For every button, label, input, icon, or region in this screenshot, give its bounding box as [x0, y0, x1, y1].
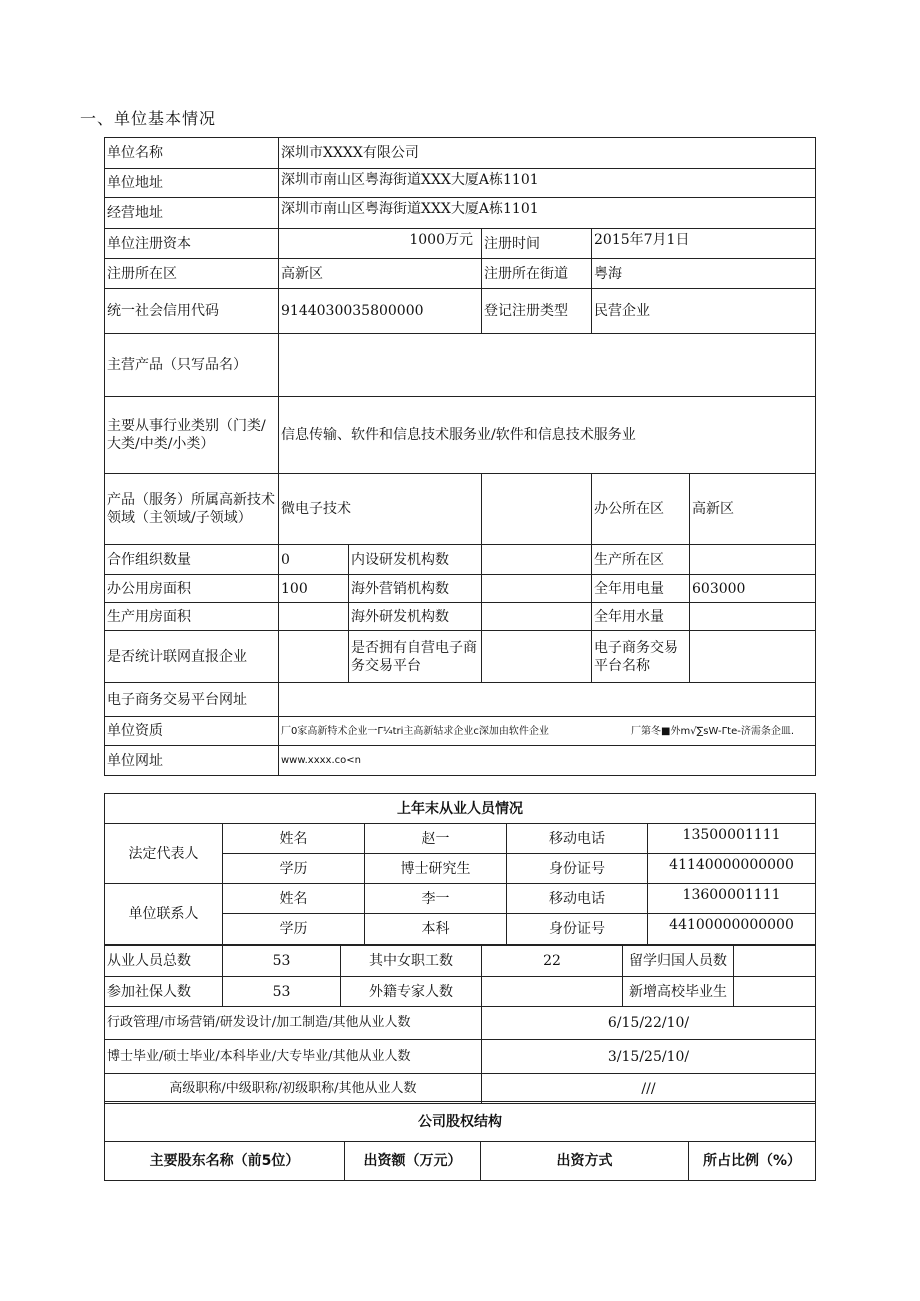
- qualification-right: 厂第冬■外m√∑sW-Γte-济需条企皿.: [631, 726, 795, 737]
- business-address-value: 深圳市南山区粤海街道XXX大厦A栋1101: [279, 198, 816, 229]
- label-inhouse-rd: 内设研发机构数: [349, 545, 482, 575]
- label-coop-org: 合作组织数量: [105, 545, 279, 575]
- credit-code-value: 9144030035800000: [279, 289, 482, 334]
- dept-breakdown-value: 6/15/22/10/: [482, 1007, 816, 1040]
- contact-phone-label: 移动电话: [507, 884, 648, 914]
- office-district-value: 高新区: [690, 474, 816, 545]
- new-graduates-value: [734, 977, 816, 1007]
- label-overseas-sales: 海外营销机构数: [349, 575, 482, 603]
- legal-id-label: 身份证号: [507, 854, 648, 884]
- office-area-value: 100: [279, 575, 349, 603]
- tech-field-extra: [482, 474, 592, 545]
- label-office-district: 办公所在区: [592, 474, 690, 545]
- label-ecommerce-url: 电子商务交易平台网址: [105, 683, 279, 717]
- label-annual-water: 全年用水量: [592, 603, 690, 631]
- label-annual-power: 全年用电量: [592, 575, 690, 603]
- qualification-left: 厂0家高新特术企业一Γ¼tri主高新轱求企业c深加由软件企业: [281, 726, 549, 737]
- label-total-staff: 从业人员总数: [105, 946, 223, 977]
- label-foreign-experts: 外籍专家人数: [341, 977, 482, 1007]
- ecommerce-name-value: [690, 631, 816, 683]
- degree-breakdown-value: 3/15/25/10/: [482, 1040, 816, 1074]
- label-returnee: 留学归国人员数: [623, 946, 734, 977]
- label-degree-breakdown: 博士毕业/硕士毕业/本科毕业/大专毕业/其他从业人数: [105, 1040, 482, 1074]
- contact-phone-value: 13600001111: [648, 884, 816, 914]
- label-industry: 主要从事行业类别（门类/大类/中类/小类）: [105, 397, 279, 474]
- page-heading: 一、单位基本情况: [80, 109, 217, 128]
- production-district-value: [690, 545, 816, 575]
- ecommerce-own-value: [482, 631, 592, 683]
- registered-district-value: 高新区: [279, 259, 482, 289]
- equity-col-name: 主要股东名称（前5位）: [105, 1142, 345, 1181]
- label-dept-breakdown: 行政管理/市场营销/研发设计/加工制造/其他从业人数: [105, 1007, 482, 1040]
- label-ecommerce-name: 电子商务交易平台名称: [592, 631, 690, 683]
- coop-org-value: 0: [279, 545, 349, 575]
- label-registered-capital: 单位注册资本: [105, 229, 279, 259]
- label-tech-field: 产品（服务）所属高新技术领域（主领域/子领域）: [105, 474, 279, 545]
- label-legal-rep: 法定代表人: [105, 824, 223, 884]
- contact-id-value: 44100000000000: [648, 914, 816, 945]
- contact-edu-label: 学历: [223, 914, 365, 945]
- contact-name-label: 姓名: [223, 884, 365, 914]
- staff-table: [104, 793, 816, 945]
- label-insured: 参加社保人数: [105, 977, 223, 1007]
- equity-col-amount: 出资额（万元）: [345, 1142, 481, 1181]
- label-overseas-rd: 海外研发机构数: [349, 603, 482, 631]
- label-main-product: 主营产品（只写品名）: [105, 334, 279, 397]
- legal-edu-value: 博士研究生: [365, 854, 507, 884]
- legal-phone-label: 移动电话: [507, 824, 648, 854]
- equity-col-method: 出资方式: [481, 1142, 689, 1181]
- label-title-rank: 高级职称/中级职称/初级职称/其他从业人数: [105, 1074, 482, 1104]
- industry-value: 信息传输、软件和信息技术服务业/软件和信息技术服务业: [279, 397, 816, 474]
- label-unit-address: 单位地址: [105, 169, 279, 198]
- stat-online-value: [279, 631, 349, 683]
- legal-edu-label: 学历: [223, 854, 365, 884]
- contact-name-value: 李一: [365, 884, 507, 914]
- label-registration-time: 注册时间: [482, 229, 592, 259]
- contact-id-label: 身份证号: [507, 914, 648, 945]
- label-contact: 单位联系人: [105, 884, 223, 945]
- inhouse-rd-value: [482, 545, 592, 575]
- registration-type-value: 民营企业: [592, 289, 816, 334]
- label-registered-district: 注册所在区: [105, 259, 279, 289]
- label-business-address: 经营地址: [105, 198, 279, 229]
- main-product-value: [279, 334, 816, 397]
- label-registered-street: 注册所在街道: [482, 259, 592, 289]
- label-ecommerce-own: 是否拥有自营电子商务交易平台: [349, 631, 482, 683]
- label-website: 单位网址: [105, 746, 279, 776]
- tech-field-value: 微电子技术: [279, 474, 482, 545]
- contact-edu-value: 本科: [365, 914, 507, 945]
- unit-basic-table: [104, 137, 816, 776]
- unit-name-value: 深圳市XXXX有限公司: [279, 138, 816, 169]
- staff-count-table: [104, 945, 816, 1104]
- female-staff-value: 22: [482, 946, 623, 977]
- label-qualification: 单位资质: [105, 717, 279, 746]
- label-office-area: 办公用房面积: [105, 575, 279, 603]
- unit-address-value: 深圳市南山区粤海街道XXX大厦A栋1101: [279, 169, 816, 198]
- equity-table: [104, 1101, 816, 1181]
- insured-value: 53: [223, 977, 341, 1007]
- title-rank-value: ///: [482, 1074, 816, 1104]
- label-female-staff: 其中女职工数: [341, 946, 482, 977]
- overseas-sales-value: [482, 575, 592, 603]
- staff-section-title: 上年末从业人员情况: [105, 794, 816, 824]
- label-production-district: 生产所在区: [592, 545, 690, 575]
- equity-section-title: 公司股权结构: [105, 1102, 816, 1142]
- legal-id-value: 41140000000000: [648, 854, 816, 884]
- overseas-rd-value: [482, 603, 592, 631]
- label-new-graduates: 新增高校毕业生: [623, 977, 734, 1007]
- label-stat-online: 是否统计联网直报企业: [105, 631, 279, 683]
- label-unit-name: 单位名称: [105, 138, 279, 169]
- registration-time-value: 2015年7月1日: [592, 229, 816, 259]
- total-staff-value: 53: [223, 946, 341, 977]
- label-registration-type: 登记注册类型: [482, 289, 592, 334]
- label-credit-code: 统一社会信用代码: [105, 289, 279, 334]
- legal-phone-value: 13500001111: [648, 824, 816, 854]
- legal-name-value: 赵一: [365, 824, 507, 854]
- annual-water-value: [690, 603, 816, 631]
- registered-capital-value: 1000万元: [279, 229, 482, 259]
- annual-power-value: 603000: [690, 575, 816, 603]
- returnee-value: [734, 946, 816, 977]
- legal-name-label: 姓名: [223, 824, 365, 854]
- equity-col-ratio: 所占比例（%）: [689, 1142, 816, 1181]
- label-production-area: 生产用房面积: [105, 603, 279, 631]
- qualification-value: [279, 717, 816, 746]
- website-value: www.xxxx.co<n: [279, 746, 816, 776]
- production-area-value: [279, 603, 349, 631]
- registered-street-value: 粤海: [592, 259, 816, 289]
- foreign-experts-value: [482, 977, 623, 1007]
- ecommerce-url-value: [279, 683, 816, 717]
